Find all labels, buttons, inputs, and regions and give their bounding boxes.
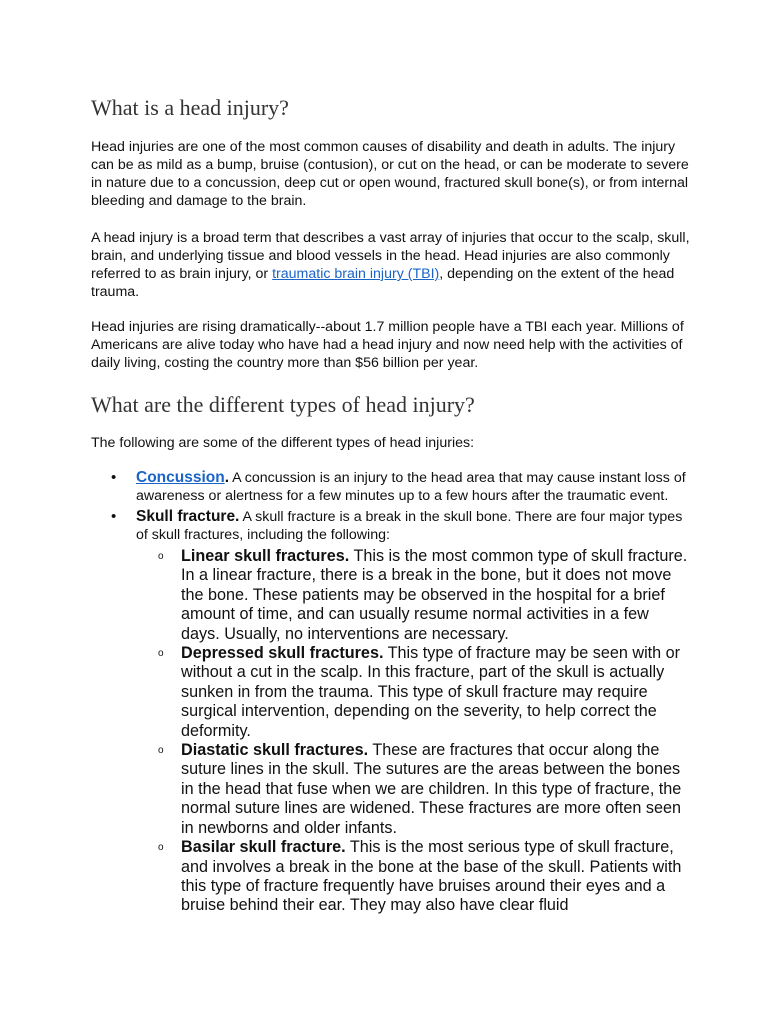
diastatic-fracture-title: Diastatic skull fractures. <box>181 741 369 760</box>
concussion-text: A concussion is an injury to the head area that may cause instant loss of awareness or alertness for a few minutes up to a few hours after the traumatic event. <box>136 470 686 504</box>
list-item-depressed-fracture <box>136 644 691 741</box>
skull-fracture-title: Skull fracture. <box>136 508 240 525</box>
paragraph-intro: Head injuries are one of the most common causes of disability and death in adults. The injury can be as mild as a bump, bruise (contusion), or cut on the head, or can be moderate to severe in nature due to a concussion, deep cut or open wound, fractured skull bone(s), or from internal bleeding and damage to the brain. <box>91 139 689 209</box>
list-item-basilar-fracture <box>136 838 691 916</box>
diastatic-fracture-text: These are fractures that occur along the suture lines in the skull. The sutures are the areas between the bones in the head that fuse when we are children. In this type of fracture, the normal suture lines are widened. These fractures are more often seen in newborns and older infants. <box>181 741 682 837</box>
paragraph-definition-text-end: , depending on the extent of the head trauma. <box>91 266 675 300</box>
list-item-diastatic-fracture <box>136 741 691 838</box>
list-item-concussion <box>111 469 691 505</box>
heading-what-is-head-injury: What is a head injury? <box>91 95 289 120</box>
concussion-link[interactable]: Concussion <box>136 469 225 486</box>
linear-fracture-text: This is the most common type of skull fracture. In a linear fracture, there is a break in the bone, but it does not move the bone. These patients may be observed in the hospital for a brief amount of time, and can usually resume normal activities in a few days. Usually, no interventions are necessary. <box>181 547 688 643</box>
heading-types-of-head-injury: What are the different types of head injury? <box>91 392 475 417</box>
list-item-linear-fracture <box>136 547 691 644</box>
concussion-entry <box>136 470 686 504</box>
depressed-fracture-title: Depressed skull fractures. <box>181 644 384 663</box>
paragraph-types-intro: The following are some of the different types of head injuries: <box>91 435 475 451</box>
skull-fracture-subtypes <box>136 547 691 916</box>
linear-fracture-title: Linear skull fractures. <box>181 547 350 565</box>
basilar-fracture-text: This is the most serious type of skull fracture, and involves a break in the bone at the base of the skull. Patients with this type of fracture frequently have bruises around their eyes and a bruise behind their ear. They may also have clear fluid <box>181 838 682 915</box>
skull-fracture-text: A skull fracture is a break in the skull bone. There are four major types of skull fractures, including the following: <box>136 509 683 543</box>
list-item-skull-fracture <box>111 508 691 916</box>
types-list <box>111 469 691 916</box>
skull-fracture-entry <box>136 509 682 543</box>
basilar-fracture-title: Basilar skull fracture. <box>181 838 346 857</box>
paragraph-definition-text: A head injury is a broad term that describes a vast array of injuries that occur to the scalp, skull, brain, and underlying tissue and blood vessels in the head. Head injuries are also commonly referred to as brain injury, or <box>91 230 690 282</box>
depressed-fracture-text: This type of fracture may be seen with or without a cut in the scalp. In this fracture, part of the skull is actually sunken in from the trauma. This type of skull fracture may require surgical intervention, depending on the severity, to help correct the deformity. <box>181 644 681 740</box>
paragraph-statistics: Head injuries are rising dramatically--about 1.7 million people have a TBI each year. Millions of Americans are alive today who have had a head injury and now need help with the activities of daily living, costing the country more than $56 billion per year. <box>91 319 684 371</box>
tbi-link[interactable]: traumatic brain injury (TBI) <box>272 266 440 282</box>
concussion-punct: . <box>224 469 230 486</box>
paragraph-definition <box>91 229 691 301</box>
